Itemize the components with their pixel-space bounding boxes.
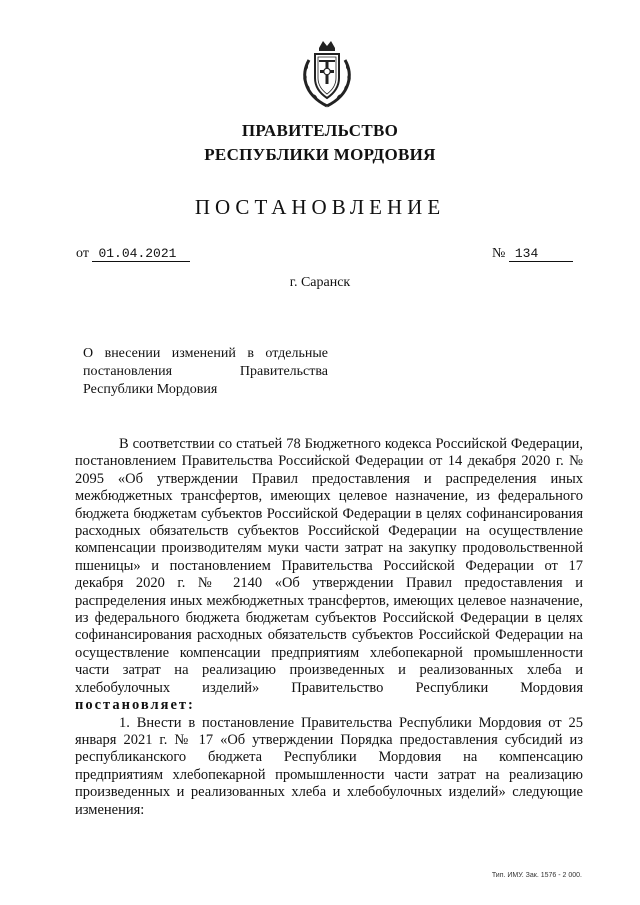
number-value: 134	[509, 246, 573, 262]
document-subject: О внесении изменений в отдельные постановления Правительства Республики Мордовия	[83, 346, 328, 397]
city-label: г. Саранск	[289, 275, 351, 290]
paragraph-1-text: В соответствии со статьей 78 Бюджетного кодекса Российской Федерации, постановлением Правительства Российской Федерации от 14 декабря 2020 г. № 2095 «Об утверждении Правил предоставления и распределения иных межбюджетных трансфертов, имеющих целевое назначение, из федерального бюджета бюджетам субъектов Российской Федерации в целях софинансирования расходных обязательств субъектов Российской Федерации на осуществление компенсации производителям муки части затрат на закупку продовольственной пшеницы» и постановлением Правительства Российской Федерации от 17 декабря 2020 г. № 2140 «Об утверждении Правил предоставления и распределения иных межбюджетных трансфертов, имеющих целевое назначение, из федерального бюджета бюджетам субъектов Российской Федерации в целях софинансирования расходных обязательств субъектов Российской Федерации на осуществление компенсации предприятиям хлебопекарной промышленности части затрат на реализацию произведенных и реализованных хлеба и хлебобулочных изделий» Правительство Республики Мордовия	[75, 436, 583, 696]
print-info: Тип. ИМУ. Зак. 1576 - 2 000.	[491, 872, 582, 879]
coat-of-arms-icon	[297, 38, 357, 110]
date-prefix: от	[76, 246, 89, 261]
document-body	[75, 436, 583, 819]
document-number	[492, 246, 573, 262]
body-paragraph-1	[75, 436, 583, 715]
date-value: 01.04.2021	[92, 246, 190, 262]
document-type-title: ПОСТАНОВЛЕНИЕ	[194, 195, 446, 219]
government-title-line2: РЕСПУБЛИКИ МОРДОВИЯ	[204, 145, 436, 164]
body-paragraph-2: 1. Внести в постановление Правительства Республики Мордовия от 25 января 2021 г. № 17 «Об утверждении Порядка предоставления субсидий из республиканского бюджета Республики Мордовия на компенсацию предприятиям хлебопекарной промышленности части затрат на реализацию произведенных и реализованных хлеба и хлебобулочных изделий» следующие изменения:	[75, 714, 583, 818]
government-title-line1: ПРАВИТЕЛЬСТВО	[241, 121, 399, 140]
number-prefix: №	[492, 246, 506, 261]
decree-word: постановляет:	[75, 697, 195, 714]
document-date	[76, 246, 190, 262]
